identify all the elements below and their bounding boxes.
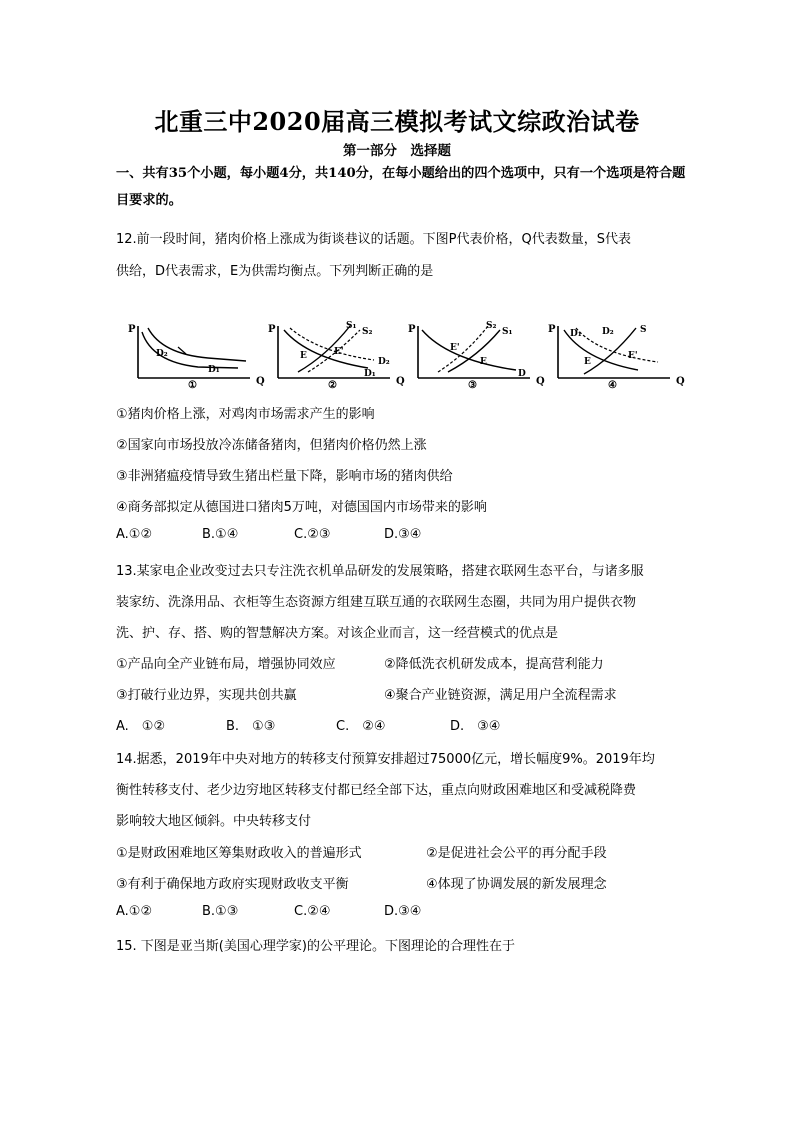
- fig4-label-d1: D₁: [570, 329, 582, 339]
- fig2-label-s1: S₁: [346, 321, 357, 331]
- q14-statement-4: ④体现了协调发展的新发展理念: [426, 877, 607, 892]
- q12-stem-line-1: 12.前一段时间，猪肉价格上涨成为街谈巷议的话题。下图P代表价格，Q代表数量，S代表: [116, 232, 631, 247]
- fig4-p-label: P: [548, 324, 556, 335]
- fig3-q-label: Q: [536, 376, 545, 387]
- q12-statement-4: ④商务部拟定从德国进口猪肉5万吨，对德国国内市场带来的影响: [116, 500, 487, 515]
- q12-statement-2: ②国家向市场投放冷冻储备猪肉，但猪肉价格仍然上涨: [116, 438, 427, 453]
- fig4-label-e-prime: E': [628, 351, 638, 361]
- fig2-label-d1: D₁: [364, 369, 376, 379]
- q14-stem-line-2: 衡性转移支付、老少边穷地区转移支付都已经全部下达，重点向财政困难地区和受减税降费: [116, 783, 637, 798]
- fig4-label-e: E: [584, 357, 591, 367]
- q14-statement-3: ③有利于确保地方政府实现财政收支平衡: [116, 877, 349, 892]
- page-title: 北重三中2020届高三模拟考试文综政治试卷: [154, 107, 640, 136]
- q13-statement-3: ③打破行业边界，实现共创共赢: [116, 688, 297, 703]
- q12-option-b[interactable]: B.①④: [202, 527, 239, 542]
- q14-stem-line-3: 影响较大地区倾斜。中央转移支付: [116, 814, 312, 829]
- fig1-q-label: Q: [256, 376, 265, 387]
- fig1-p-label: P: [128, 324, 136, 335]
- q12-figure-3: [408, 320, 548, 394]
- section-subtitle: 第一部分 选择题: [343, 143, 451, 159]
- fig3-number: ③: [468, 380, 477, 391]
- fig3-p-label: P: [408, 324, 416, 335]
- fig3-label-s1: S₁: [502, 327, 513, 337]
- fig2-p-label: P: [268, 324, 276, 335]
- fig2-label-e: E: [300, 351, 307, 361]
- fig3-label-s2: S₂: [486, 321, 497, 331]
- q14-statement-1: ①是财政困难地区筹集财政收入的普遍形式: [116, 846, 362, 861]
- q13-statement-4: ④聚合产业链资源，满足用户全流程需求: [384, 688, 617, 703]
- fig1-label-d2: D₂: [156, 349, 168, 359]
- fig4-number: ④: [608, 380, 617, 391]
- q14-stem-line-1: 14.据悉，2019年中央对地方的转移支付预算安排超过75000亿元，增长幅度9%。2019年均: [116, 752, 655, 767]
- q13-stem-line-1: 13.某家电企业改变过去只专注洗衣机单品研发的发展策略，搭建衣联网生态平台，与诸多服: [116, 564, 644, 579]
- q13-option-d[interactable]: D. ③④: [450, 719, 501, 734]
- fig2-label-s2: S₂: [362, 327, 373, 337]
- fig4-label-d2: D₂: [602, 327, 614, 337]
- q12-statement-1: ①猪肉价格上涨，对鸡肉市场需求产生的影响: [116, 407, 375, 422]
- fig2-label-e-prime: E': [334, 347, 344, 357]
- q14-option-a[interactable]: A.①②: [116, 904, 153, 919]
- q12-figure-2: [268, 320, 408, 394]
- q15-stem-line-1: 15. 下图是亚当斯(美国心理学家)的公平理论。下图理论的合理性在于: [116, 939, 515, 954]
- q12-statement-3: ③非洲猪瘟疫情导致生猪出栏量下降，影响市场的猪肉供给: [116, 469, 453, 484]
- q12-figure-1: [128, 320, 268, 394]
- q12-option-c[interactable]: C.②③: [294, 527, 331, 542]
- q13-stem-line-3: 洗、护、存、搭、购的智慧解决方案。对该企业而言，这一经营模式的优点是: [116, 626, 559, 641]
- q12-option-d[interactable]: D.③④: [384, 527, 422, 542]
- q14-option-b[interactable]: B.①③: [202, 904, 239, 919]
- q13-option-a[interactable]: A. ①②: [116, 719, 166, 734]
- q14-option-d[interactable]: D.③④: [384, 904, 422, 919]
- fig3-label-e-prime: E': [450, 343, 460, 353]
- q13-option-b[interactable]: B. ①③: [226, 719, 276, 734]
- q14-option-c[interactable]: C.②④: [294, 904, 331, 919]
- fig3-label-e: E: [480, 357, 487, 367]
- q14-statement-2: ②是促进社会公平的再分配手段: [426, 846, 607, 861]
- section-instructions: 一、共有35个小题，每小题4分，共140分，在每小题给出的四个选项中，只有一个选项是符合题目要求的。: [116, 166, 686, 208]
- fig2-q-label: Q: [396, 376, 405, 387]
- fig4-q-label: Q: [676, 376, 685, 387]
- fig2-label-d2: D₂: [378, 357, 390, 367]
- fig2-number: ②: [328, 380, 337, 391]
- q12-stem-line-2: 供给，D代表需求，E为供需均衡点。下列判断正确的是: [116, 264, 434, 279]
- q12-option-a[interactable]: A.①②: [116, 527, 153, 542]
- fig4-label-s: S: [640, 325, 647, 335]
- fig1-number: ①: [188, 380, 197, 391]
- fig1-label-d1: D₁: [208, 365, 220, 375]
- q13-option-c[interactable]: C. ②④: [336, 719, 386, 734]
- fig3-label-d: D: [518, 369, 526, 379]
- q13-statement-1: ①产品向全产业链布局，增强协同效应: [116, 657, 336, 672]
- q12-figure-4: [548, 320, 688, 394]
- q13-stem-line-2: 装家纺、洗涤用品、衣柜等生态资源方组建互联互通的衣联网生态圈，共同为用户提供衣物: [116, 595, 637, 610]
- q13-statement-2: ②降低洗衣机研发成本，提高营利能力: [384, 657, 604, 672]
